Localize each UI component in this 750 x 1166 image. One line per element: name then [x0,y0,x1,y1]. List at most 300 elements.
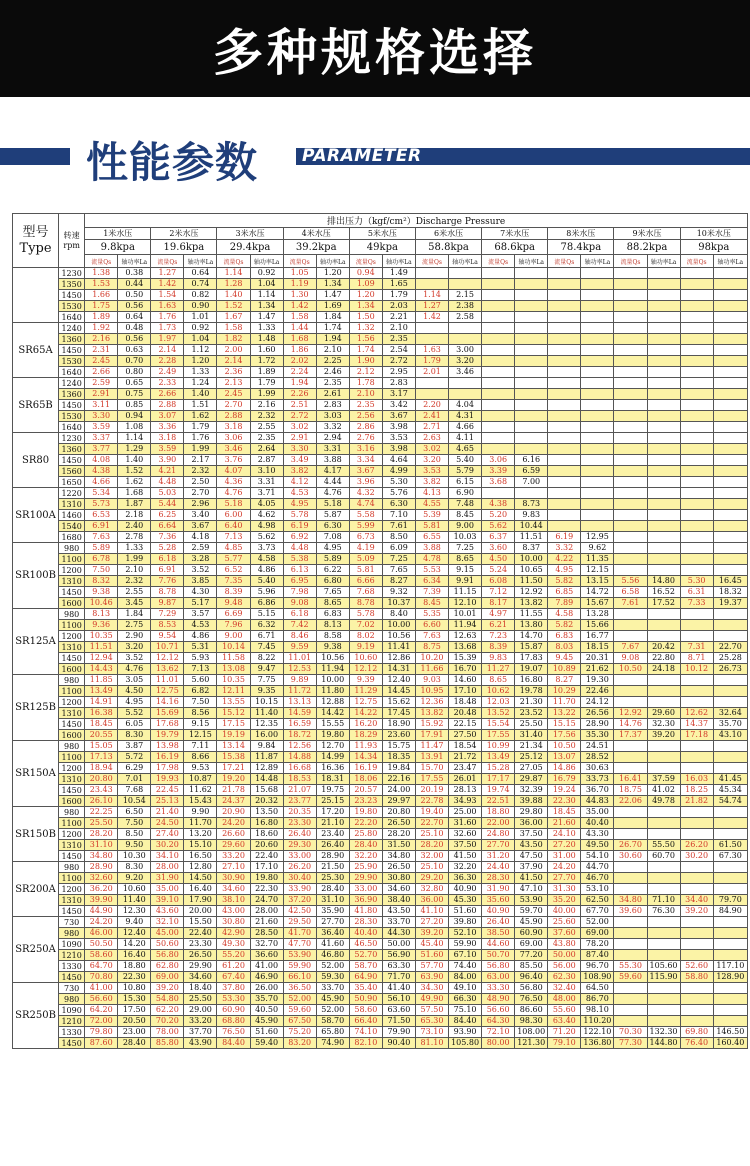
flow-rate-cell: 3.77 [85,444,118,455]
flow-rate-header: 流量Qs [482,255,515,268]
flow-rate-cell: 80.00 [482,1038,515,1049]
flow-rate-cell [680,279,713,290]
shaft-power-cell: 3.10 [250,466,283,477]
shaft-power-cell: 1.99 [250,389,283,400]
flow-rate-cell: 7.89 [548,598,581,609]
flow-rate-cell: 2.66 [151,389,184,400]
flow-rate-cell: 3.37 [85,433,118,444]
flow-rate-cell: 38.10 [217,895,250,906]
rpm-cell: 1450 [59,785,85,796]
shaft-power-cell: 1.87 [118,499,151,510]
flow-rate-cell: 2.26 [283,389,316,400]
flow-rate-cell: 2.10 [349,389,382,400]
shaft-power-cell: 15.55 [316,719,349,730]
flow-rate-cell [482,488,515,499]
flow-rate-cell: 9.36 [85,620,118,631]
flow-rate-cell: 3.60 [482,543,515,554]
table-row [13,840,748,851]
flow-rate-cell [680,510,713,521]
rpm-cell: 730 [59,983,85,994]
flow-rate-cell [614,323,647,334]
flow-rate-cell: 2.86 [349,422,382,433]
shaft-power-cell: 19.80 [316,730,349,741]
shaft-power-cell: 20.00 [184,906,217,917]
flow-rate-cell [482,323,515,334]
shaft-power-cell: 2.32 [118,576,151,587]
shaft-power-cell: 10.60 [118,884,151,895]
shaft-power-cell: 105.60 [647,961,680,972]
flow-rate-cell: 1.20 [349,290,382,301]
flow-rate-cell: 7.61 [614,598,647,609]
shaft-power-cell: 90.40 [382,1038,415,1049]
flow-rate-cell: 1.58 [217,323,250,334]
shaft-power-cell [647,1016,680,1027]
shaft-power-cell: 9.35 [250,686,283,697]
flow-rate-cell [482,400,515,411]
shaft-power-cell: 11.87 [250,752,283,763]
flow-rate-cell: 1.76 [151,312,184,323]
shaft-power-cell [647,290,680,301]
water-head-label: 8米水压 [548,228,614,240]
shaft-power-cell: 47.10 [515,884,548,895]
flow-rate-cell: 12.12 [151,653,184,664]
flow-rate-cell: 22.70 [415,818,448,829]
flow-rate-cell [548,400,581,411]
shaft-power-cell: 20.32 [250,796,283,807]
shaft-power-cell: 10.87 [184,774,217,785]
shaft-power-cell: 59.70 [515,906,548,917]
shaft-power-cell: 32.20 [449,862,482,873]
rpm-cell: 1330 [59,961,85,972]
flow-rate-cell [680,312,713,323]
flow-rate-cell: 6.73 [349,532,382,543]
flow-rate-cell: 60.90 [217,1005,250,1016]
flow-rate-cell: 19.93 [151,774,184,785]
shaft-power-cell: 41.45 [713,774,747,785]
flow-rate-cell: 13.49 [482,752,515,763]
flow-rate-cell: 55.60 [548,1005,581,1016]
shaft-power-cell: 19.75 [316,785,349,796]
shaft-power-header: 轴功率La [184,255,217,268]
flow-rate-cell [680,675,713,686]
flow-rate-cell: 79.80 [85,1027,118,1038]
flow-rate-cell: 62.20 [151,1005,184,1016]
shaft-power-cell: 35.90 [316,906,349,917]
flow-rate-cell: 31.00 [548,851,581,862]
flow-rate-cell [614,752,647,763]
flow-rate-cell [614,389,647,400]
table-row [13,268,748,279]
flow-rate-cell: 28.30 [482,873,515,884]
flow-rate-cell: 7.96 [217,620,250,631]
shaft-power-cell: 41.40 [382,983,415,994]
flow-rate-cell: 1.53 [85,279,118,290]
flow-rate-cell: 13.55 [217,697,250,708]
shaft-power-cell: 64.50 [581,983,614,994]
flow-rate-cell: 26.60 [217,829,250,840]
rpm-cell: 1240 [59,323,85,334]
flow-rate-cell: 4.32 [349,488,382,499]
flow-rate-cell: 4.38 [85,466,118,477]
flow-rate-cell: 4.21 [151,466,184,477]
water-head-label: 7米水压 [482,228,548,240]
flow-rate-cell: 8.65 [482,675,515,686]
shaft-power-cell [713,378,747,389]
shaft-power-cell: 2.58 [449,312,482,323]
flow-rate-header: 流量Qs [85,255,118,268]
shaft-power-cell: 5.30 [382,477,415,488]
flow-rate-cell: 12.75 [349,697,382,708]
flow-rate-cell: 6.13 [283,565,316,576]
shaft-power-cell: 26.00 [250,983,283,994]
flow-rate-cell: 4.19 [349,543,382,554]
table-row [13,730,748,741]
flow-rate-cell: 61.20 [217,961,250,972]
shaft-power-cell: 122.10 [581,1027,614,1038]
shaft-power-cell [647,565,680,576]
shaft-power-cell [647,994,680,1005]
shaft-power-cell: 1.04 [184,334,217,345]
flow-rate-cell: 58.80 [680,972,713,983]
flow-rate-cell: 72.10 [482,1027,515,1038]
shaft-power-cell: 7.65 [382,565,415,576]
shaft-power-header: 轴功率La [581,255,614,268]
flow-rate-cell [614,983,647,994]
flow-rate-cell: 35.40 [349,983,382,994]
shaft-power-cell: 52.00 [316,961,349,972]
shaft-power-cell: 49.50 [581,840,614,851]
shaft-power-cell: 18.54 [449,741,482,752]
rpm-cell: 730 [59,917,85,928]
rpm-cell: 1090 [59,939,85,950]
flow-rate-cell: 69.80 [680,1027,713,1038]
flow-rate-cell: 1.58 [283,312,316,323]
shaft-power-cell: 56.10 [382,994,415,1005]
flow-rate-cell [614,1016,647,1027]
flow-rate-cell: 30.80 [217,917,250,928]
shaft-power-cell: 0.64 [184,268,217,279]
flow-rate-cell: 3.18 [217,422,250,433]
shaft-power-cell: 37.70 [184,1027,217,1038]
shaft-power-cell [581,499,614,510]
flow-rate-cell [680,345,713,356]
shaft-power-cell: 34.80 [382,851,415,862]
flow-rate-cell: 2.70 [217,400,250,411]
shaft-power-cell: 121.30 [515,1038,548,1049]
shaft-power-cell: 1.99 [118,554,151,565]
flow-rate-cell: 4.85 [217,543,250,554]
flow-rate-cell: 0.94 [349,268,382,279]
flow-rate-cell [482,334,515,345]
shaft-power-cell: 31.60 [449,818,482,829]
shaft-power-cell: 4.05 [250,499,283,510]
flow-rate-cell: 20.80 [85,774,118,785]
flow-rate-cell: 6.83 [548,631,581,642]
flow-rate-cell: 4.74 [349,499,382,510]
flow-rate-cell: 7.39 [415,587,448,598]
shaft-power-cell [713,477,747,488]
shaft-power-cell: 8.56 [184,708,217,719]
shaft-power-cell: 25.30 [316,873,349,884]
flow-rate-cell: 1.92 [85,323,118,334]
flow-rate-cell: 74.10 [349,1027,382,1038]
flow-rate-cell: 16.03 [680,774,713,785]
shaft-power-cell: 14.42 [316,708,349,719]
shaft-power-cell [713,862,747,873]
shaft-power-cell [647,928,680,939]
shaft-power-cell: 4.62 [250,510,283,521]
flow-rate-cell: 29.60 [217,840,250,851]
shaft-power-cell [713,312,747,323]
shaft-power-cell: 6.09 [382,543,415,554]
shaft-power-cell: 0.82 [184,290,217,301]
flow-rate-cell: 45.00 [151,928,184,939]
rpm-cell: 1560 [59,466,85,477]
flow-rate-cell: 30.20 [680,851,713,862]
table-row [13,290,748,301]
flow-rate-cell: 41.10 [415,906,448,917]
shaft-power-cell: 1.84 [118,609,151,620]
flow-rate-cell: 14.22 [349,708,382,719]
flow-rate-cell: 28.20 [85,829,118,840]
shaft-power-cell: 0.70 [118,356,151,367]
shaft-power-cell: 1.40 [184,389,217,400]
flow-rate-cell: 9.89 [283,675,316,686]
flow-rate-cell: 51.60 [415,950,448,961]
table-row [13,532,748,543]
shaft-power-cell: 21.60 [250,917,283,928]
flow-rate-cell [614,939,647,950]
shaft-power-cell [713,829,747,840]
flow-rate-cell: 21.07 [283,785,316,796]
flow-rate-cell [548,378,581,389]
shaft-power-cell [713,554,747,565]
flow-rate-cell: 55.30 [614,961,647,972]
shaft-power-cell: 10.00 [316,675,349,686]
flow-rate-cell [548,499,581,510]
flow-rate-cell: 58.70 [349,961,382,972]
shaft-power-cell [581,477,614,488]
shaft-power-cell: 14.48 [250,774,283,785]
shaft-power-cell: 22.16 [382,774,415,785]
flow-rate-cell: 24.40 [482,862,515,873]
shaft-power-cell: 15.68 [250,785,283,796]
shaft-power-cell: 53.90 [515,895,548,906]
rpm-cell: 1640 [59,367,85,378]
shaft-power-cell: 12.30 [118,906,151,917]
flow-rate-cell [614,422,647,433]
flow-rate-cell: 13.22 [548,708,581,719]
flow-rate-cell: 12.53 [283,664,316,675]
shaft-power-cell: 29.00 [184,1005,217,1016]
model-cell: SR200A [13,862,59,917]
shaft-power-cell: 21.50 [316,862,349,873]
shaft-power-cell: 2.72 [382,356,415,367]
shaft-power-cell [647,686,680,697]
flow-rate-cell: 35.00 [151,884,184,895]
shaft-power-cell: 1.79 [250,378,283,389]
flow-rate-cell: 9.83 [482,653,515,664]
shaft-power-cell [449,334,482,345]
flow-rate-cell: 1.44 [283,323,316,334]
flow-rate-cell: 7.42 [283,620,316,631]
shaft-power-cell: 5.40 [449,455,482,466]
shaft-power-cell: 9.15 [184,719,217,730]
shaft-power-cell [713,807,747,818]
shaft-power-cell [713,565,747,576]
flow-rate-cell: 77.30 [614,1038,647,1049]
flow-rate-cell [680,829,713,840]
rpm-cell: 1540 [59,521,85,532]
flow-rate-cell: 9.08 [283,598,316,609]
shaft-power-cell [647,950,680,961]
flow-rate-cell [548,411,581,422]
flow-rate-cell: 15.38 [217,752,250,763]
flow-rate-cell: 3.16 [349,444,382,455]
shaft-power-cell: 10.54 [118,796,151,807]
shaft-power-cell: 7.00 [515,477,548,488]
flow-rate-cell: 6.60 [415,620,448,631]
flow-rate-cell: 56.00 [548,961,581,972]
shaft-power-cell: 2.25 [316,356,349,367]
shaft-power-cell: 40.90 [449,884,482,895]
flow-rate-cell: 7.36 [151,532,184,543]
shaft-power-cell: 3.31 [316,444,349,455]
flow-rate-cell: 1.94 [283,378,316,389]
flow-rate-cell: 1.63 [415,345,448,356]
flow-rate-cell: 1.30 [283,290,316,301]
shaft-power-cell [581,378,614,389]
flow-rate-cell [548,312,581,323]
flow-rate-cell: 21.40 [151,807,184,818]
table-body [13,268,748,1049]
shaft-power-cell: 36.60 [250,950,283,961]
flow-rate-cell: 1.27 [415,301,448,312]
shaft-power-cell: 1.68 [118,488,151,499]
flow-rate-cell: 2.88 [151,400,184,411]
shaft-power-cell: 9.91 [449,576,482,587]
shaft-power-cell: 10.03 [449,532,482,543]
table-row [13,400,748,411]
shaft-power-cell [713,620,747,631]
model-cell: SR65A [13,323,59,378]
shaft-power-cell: 8.65 [316,598,349,609]
flow-rate-cell: 1.54 [151,290,184,301]
rpm-cell: 980 [59,807,85,818]
flow-rate-cell: 22.00 [482,818,515,829]
flow-rate-cell: 5.81 [349,565,382,576]
shaft-power-cell: 66.30 [449,994,482,1005]
flow-rate-cell: 2.24 [283,367,316,378]
shaft-power-cell: 30.63 [581,763,614,774]
shaft-power-cell: 144.80 [647,1038,680,1049]
flow-rate-cell: 32.00 [415,851,448,862]
flow-rate-cell: 75.20 [283,1027,316,1038]
shaft-power-cell [515,334,548,345]
shaft-power-cell: 22.40 [184,928,217,939]
shaft-power-cell: 0.50 [118,290,151,301]
flow-rate-cell: 18.80 [482,807,515,818]
shaft-power-cell: 26.50 [382,818,415,829]
shaft-power-cell: 16.52 [647,587,680,598]
shaft-power-cell: 1.47 [316,290,349,301]
shaft-power-cell: 7.13 [184,664,217,675]
flow-rate-cell [614,917,647,928]
shaft-power-cell: 3.42 [382,400,415,411]
flow-rate-cell: 49.90 [415,994,448,1005]
shaft-power-cell [647,829,680,840]
shaft-power-cell: 16.70 [449,664,482,675]
shaft-power-header: 轴功率La [382,255,415,268]
shaft-power-cell: 15.39 [449,653,482,664]
flow-rate-cell: 64.70 [85,961,118,972]
shaft-power-cell: 2.10 [316,345,349,356]
flow-rate-cell: 58.60 [85,950,118,961]
shaft-power-cell [647,741,680,752]
rpm-cell: 980 [59,543,85,554]
shaft-power-cell: 3.67 [382,411,415,422]
flow-rate-cell: 14.91 [85,697,118,708]
flow-rate-cell: 58.60 [349,1005,382,1016]
flow-rate-cell: 6.19 [283,521,316,532]
rpm-cell: 1640 [59,312,85,323]
type-header-en: Type [19,240,52,256]
flow-rate-cell: 70.30 [614,1027,647,1038]
flow-rate-cell: 17.37 [614,730,647,741]
flow-rate-cell: 10.35 [85,631,118,642]
table-row [13,543,748,554]
shaft-power-cell: 7.75 [250,675,283,686]
flow-rate-cell: 43.00 [217,906,250,917]
flow-rate-cell: 50.90 [349,994,382,1005]
table-row [13,323,748,334]
shaft-power-cell [713,268,747,279]
shaft-power-cell: 5.79 [449,466,482,477]
shaft-power-cell: 11.40 [250,708,283,719]
shaft-power-cell: 85.50 [515,961,548,972]
flow-rate-cell: 6.69 [217,609,250,620]
flow-rate-cell [548,290,581,301]
shaft-power-cell: 55.50 [647,840,680,851]
flow-rate-cell: 1.05 [283,268,316,279]
water-head-label: 3米水压 [217,228,283,240]
shaft-power-cell [581,521,614,532]
shaft-power-cell: 1.69 [316,301,349,312]
shaft-power-cell: 21.30 [515,697,548,708]
shaft-power-cell [449,378,482,389]
flow-rate-cell: 43.80 [548,939,581,950]
shaft-power-cell: 53.10 [581,884,614,895]
flow-rate-cell [680,367,713,378]
shaft-power-cell: 8.66 [184,752,217,763]
flow-rate-cell: 7.31 [680,642,713,653]
table-row [13,818,748,829]
flow-rate-header: 流量Qs [415,255,448,268]
shaft-power-cell [647,1005,680,1016]
flow-rate-cell: 6.25 [151,510,184,521]
flow-rate-cell: 4.12 [283,477,316,488]
flow-rate-cell: 2.01 [415,367,448,378]
shaft-power-cell: 1.12 [184,345,217,356]
shaft-power-cell: 6.32 [250,620,283,631]
shaft-power-cell: 15.30 [118,994,151,1005]
shaft-power-cell [449,268,482,279]
shaft-power-cell: 15.66 [581,620,614,631]
shaft-power-cell: 45.34 [713,785,747,796]
flow-rate-cell: 39.20 [415,928,448,939]
rpm-cell: 1210 [59,950,85,961]
rpm-cell: 1530 [59,411,85,422]
